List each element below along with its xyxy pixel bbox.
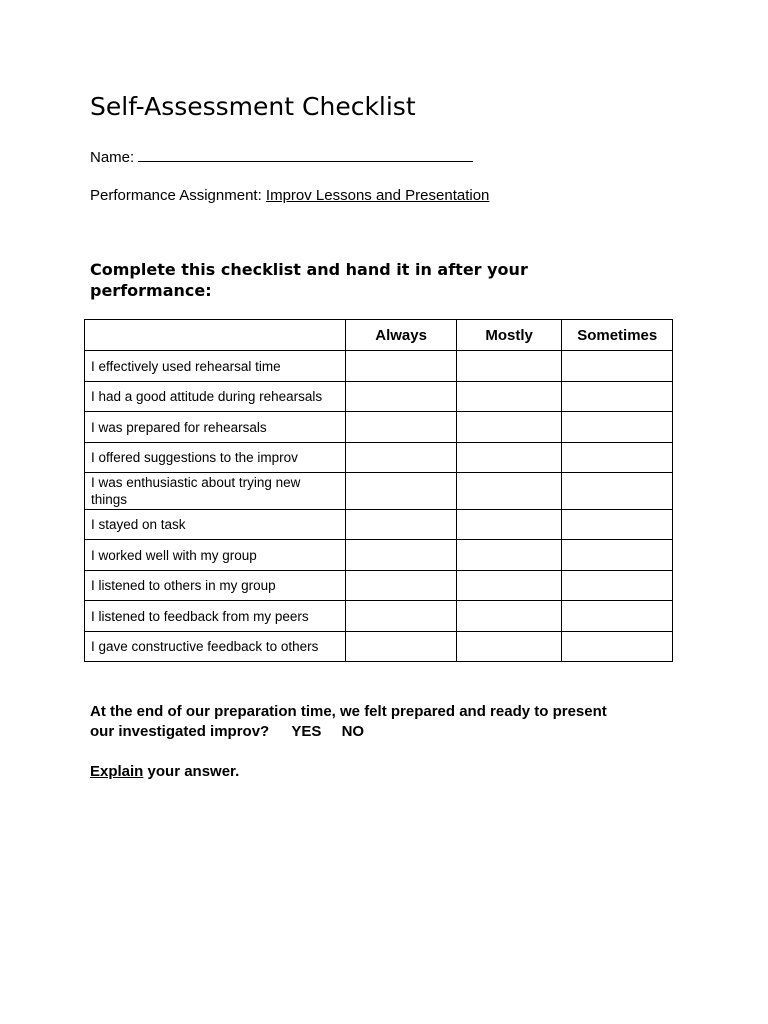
- cell-mostly[interactable]: [456, 510, 562, 540]
- row-statement: I offered suggestions to the improv: [85, 443, 346, 473]
- cell-sometimes[interactable]: [562, 382, 673, 412]
- cell-mostly[interactable]: [456, 601, 562, 632]
- header-always: Always: [346, 320, 457, 351]
- table-row: [85, 601, 673, 632]
- cell-sometimes[interactable]: [562, 351, 673, 382]
- cell-always[interactable]: [346, 351, 457, 382]
- cell-always[interactable]: [346, 601, 457, 632]
- cell-mostly[interactable]: [456, 473, 562, 510]
- cell-mostly[interactable]: [456, 632, 562, 662]
- row-statement: I gave constructive feedback to others: [85, 632, 346, 662]
- cell-sometimes[interactable]: [562, 540, 673, 571]
- cell-always[interactable]: [346, 443, 457, 473]
- cell-mostly[interactable]: [456, 571, 562, 601]
- table-row: [85, 382, 673, 412]
- cell-always[interactable]: [346, 473, 457, 510]
- table-row: [85, 571, 673, 601]
- explain-rest: your answer.: [143, 763, 240, 780]
- performance-assignment: [90, 187, 489, 204]
- table-row: [85, 540, 673, 571]
- assignment-label: Performance Assignment:: [90, 187, 262, 204]
- row-statement: I effectively used rehearsal time: [85, 351, 346, 382]
- cell-sometimes[interactable]: [562, 443, 673, 473]
- instructions: Complete this checklist and hand it in after your performance:: [90, 260, 528, 300]
- cell-sometimes[interactable]: [562, 571, 673, 601]
- cell-always[interactable]: [346, 382, 457, 412]
- cell-mostly[interactable]: [456, 351, 562, 382]
- answer-yes[interactable]: YES: [291, 723, 322, 740]
- row-statement: I listened to others in my group: [85, 571, 346, 601]
- row-statement: I was prepared for rehearsals: [85, 412, 346, 443]
- row-statement: I was enthusiastic about trying new things: [85, 473, 346, 510]
- table-row: [85, 510, 673, 540]
- row-statement: I had a good attitude during rehearsals: [85, 382, 346, 412]
- question-text: At the end of our preparation time, we felt prepared and ready to present our investigated improv?: [90, 703, 607, 740]
- name-line: [90, 147, 473, 166]
- name-blank-line: [138, 147, 473, 162]
- row-statement: I listened to feedback from my peers: [85, 601, 346, 632]
- cell-sometimes[interactable]: [562, 632, 673, 662]
- cell-always[interactable]: [346, 540, 457, 571]
- cell-mostly[interactable]: [456, 540, 562, 571]
- assignment-value: Improv Lessons and Presentation: [265, 187, 490, 204]
- header-sometimes: Sometimes: [562, 320, 673, 351]
- cell-always[interactable]: [346, 571, 457, 601]
- row-statement: I worked well with my group: [85, 540, 346, 571]
- cell-sometimes[interactable]: [562, 510, 673, 540]
- page-title: Self-Assessment Checklist: [90, 92, 416, 121]
- answer-no[interactable]: NO: [341, 723, 365, 740]
- table-row: [85, 351, 673, 382]
- table-header-row: [85, 320, 673, 351]
- cell-sometimes[interactable]: [562, 412, 673, 443]
- cell-mostly[interactable]: [456, 443, 562, 473]
- table-row: [85, 473, 673, 510]
- name-label: Name:: [90, 149, 135, 166]
- table-row: [85, 443, 673, 473]
- header-mostly: Mostly: [456, 320, 562, 351]
- cell-always[interactable]: [346, 510, 457, 540]
- explain-emphasis: Explain: [90, 763, 144, 780]
- table-row: [85, 412, 673, 443]
- cell-sometimes[interactable]: [562, 601, 673, 632]
- cell-mostly[interactable]: [456, 382, 562, 412]
- header-statement: [85, 320, 346, 351]
- cell-always[interactable]: [346, 412, 457, 443]
- preparation-question: [90, 702, 630, 742]
- table-row: [85, 632, 673, 662]
- cell-sometimes[interactable]: [562, 473, 673, 510]
- row-statement: I stayed on task: [85, 510, 346, 540]
- explain-prompt: [90, 763, 239, 780]
- self-assessment-table: [84, 319, 673, 662]
- cell-always[interactable]: [346, 632, 457, 662]
- cell-mostly[interactable]: [456, 412, 562, 443]
